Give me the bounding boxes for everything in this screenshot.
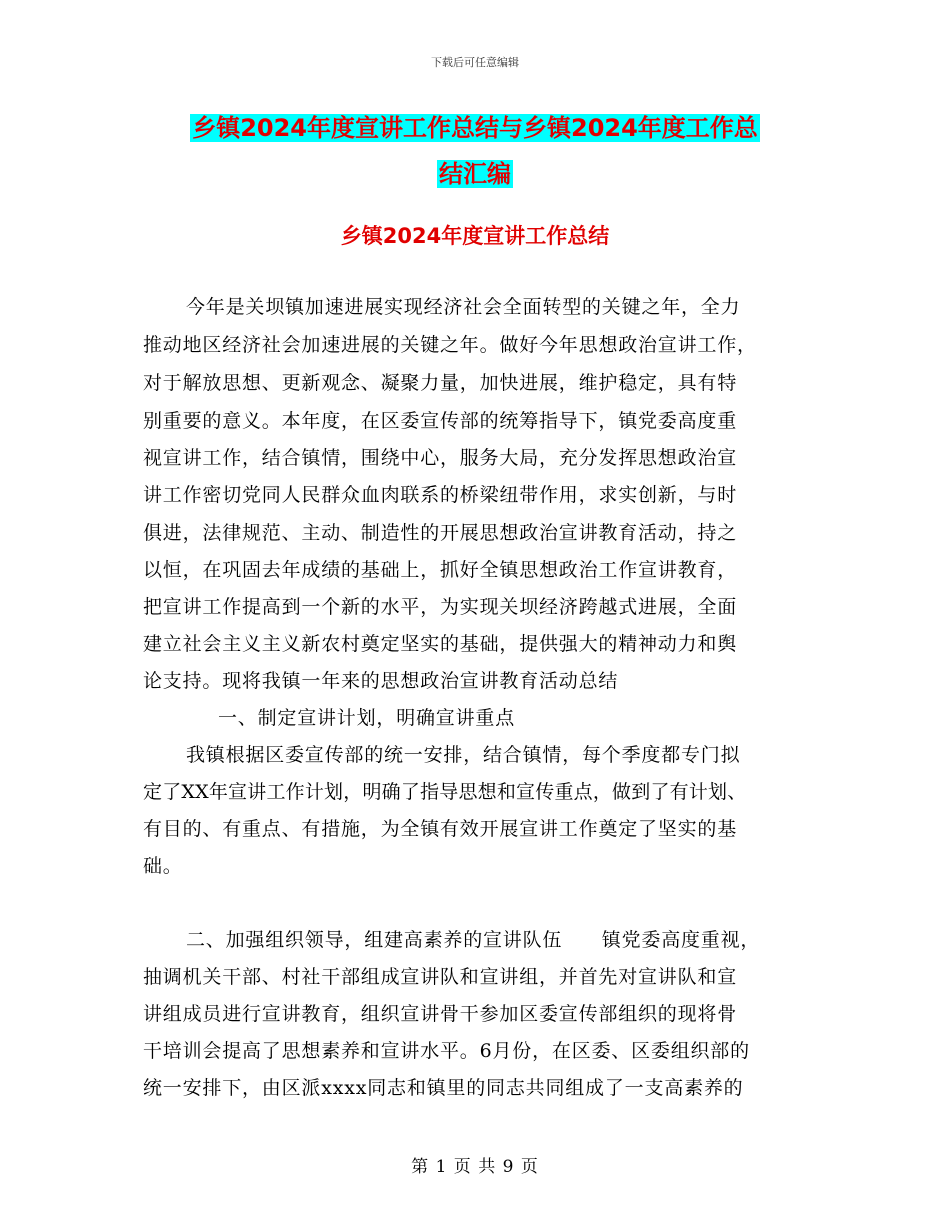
body-line: 俱进，法律规范、主动、制造性的开展思想政治宣讲教育活动，持之 — [143, 522, 738, 544]
body-line: 今年是关坝镇加速进展实现经济社会全面转型的关键之年，全力 — [186, 296, 741, 318]
body-line: 别重要的意义。本年度，在区委宣传部的统筹指导下，镇党委高度重 — [143, 410, 738, 432]
body-line: 统一安排下，由区派xxxx同志和镇里的同志共同组成了一支高素养的 — [143, 1077, 744, 1099]
body-line: 抽调机关干部、村社干部组成宣讲队和宣讲组，并首先对宣讲队和宣 — [143, 966, 738, 988]
document-title-line-2 — [0, 156, 950, 192]
body-line: 有目的、有重点、有措施，为全镇有效开展宣讲工作奠定了坚实的基 — [143, 818, 738, 840]
body-line: 讲工作密切党同人民群众血肉联系的桥梁纽带作用，求实创新，与时 — [143, 484, 738, 506]
body-line: 础。 — [143, 855, 183, 877]
body-line: 对于解放思想、更新观念、凝聚力量，加快进展，维护稳定，具有特 — [143, 372, 738, 394]
subheading-2: 二、加强组织领导，组建高素养的宣讲队伍 镇党委高度重视， — [186, 929, 761, 951]
subheading-1: 一、制定宣讲计划，明确宣讲重点 — [218, 707, 516, 729]
body-line: 视宣讲工作，结合镇情，围绕中心，服务大局，充分发挥思想政治宣 — [143, 447, 738, 469]
page-footer: 第 1 页 共 9 页 — [411, 1157, 539, 1177]
section-title: 乡镇2024年度宣讲工作总结 — [340, 224, 610, 248]
body-line: 把宣讲工作提高到一个新的水平，为实现关坝经济跨越式进展，全面 — [143, 596, 738, 618]
body-line: 定了XX年宣讲工作计划，明确了指导思想和宣传重点，做到了有计划、 — [143, 781, 747, 803]
body-line: 讲组成员进行宣讲教育，组织宣讲骨干参加区委宣传部组织的现将骨 — [143, 1003, 738, 1025]
body-line: 我镇根据区委宣传部的统一安排，结合镇情，每个季度都专门拟 — [186, 744, 741, 766]
body-line: 推动地区经济社会加速进展的关键之年。做好今年思想政治宣讲工作， — [143, 334, 757, 356]
title-highlight-1: 乡镇2024年度宣讲工作总结与乡镇2024年度工作总 — [192, 114, 758, 142]
body-line: 以恒，在巩固去年成绩的基础上，抓好全镇思想政治工作宣讲教育， — [143, 559, 738, 581]
header-note: 下载后可任意编辑 — [431, 56, 519, 69]
title-highlight-2: 结汇编 — [439, 160, 511, 188]
body-line: 论支持。现将我镇一年来的思想政治宣讲教育活动总结 — [143, 670, 619, 692]
body-line: 建立社会主义主义新农村奠定坚实的基础，提供强大的精神动力和舆 — [143, 633, 738, 655]
body-line: 干培训会提高了思想素养和宣讲水平。6月份，在区委、区委组织部的 — [143, 1040, 750, 1062]
document-title-line-1 — [0, 110, 950, 146]
